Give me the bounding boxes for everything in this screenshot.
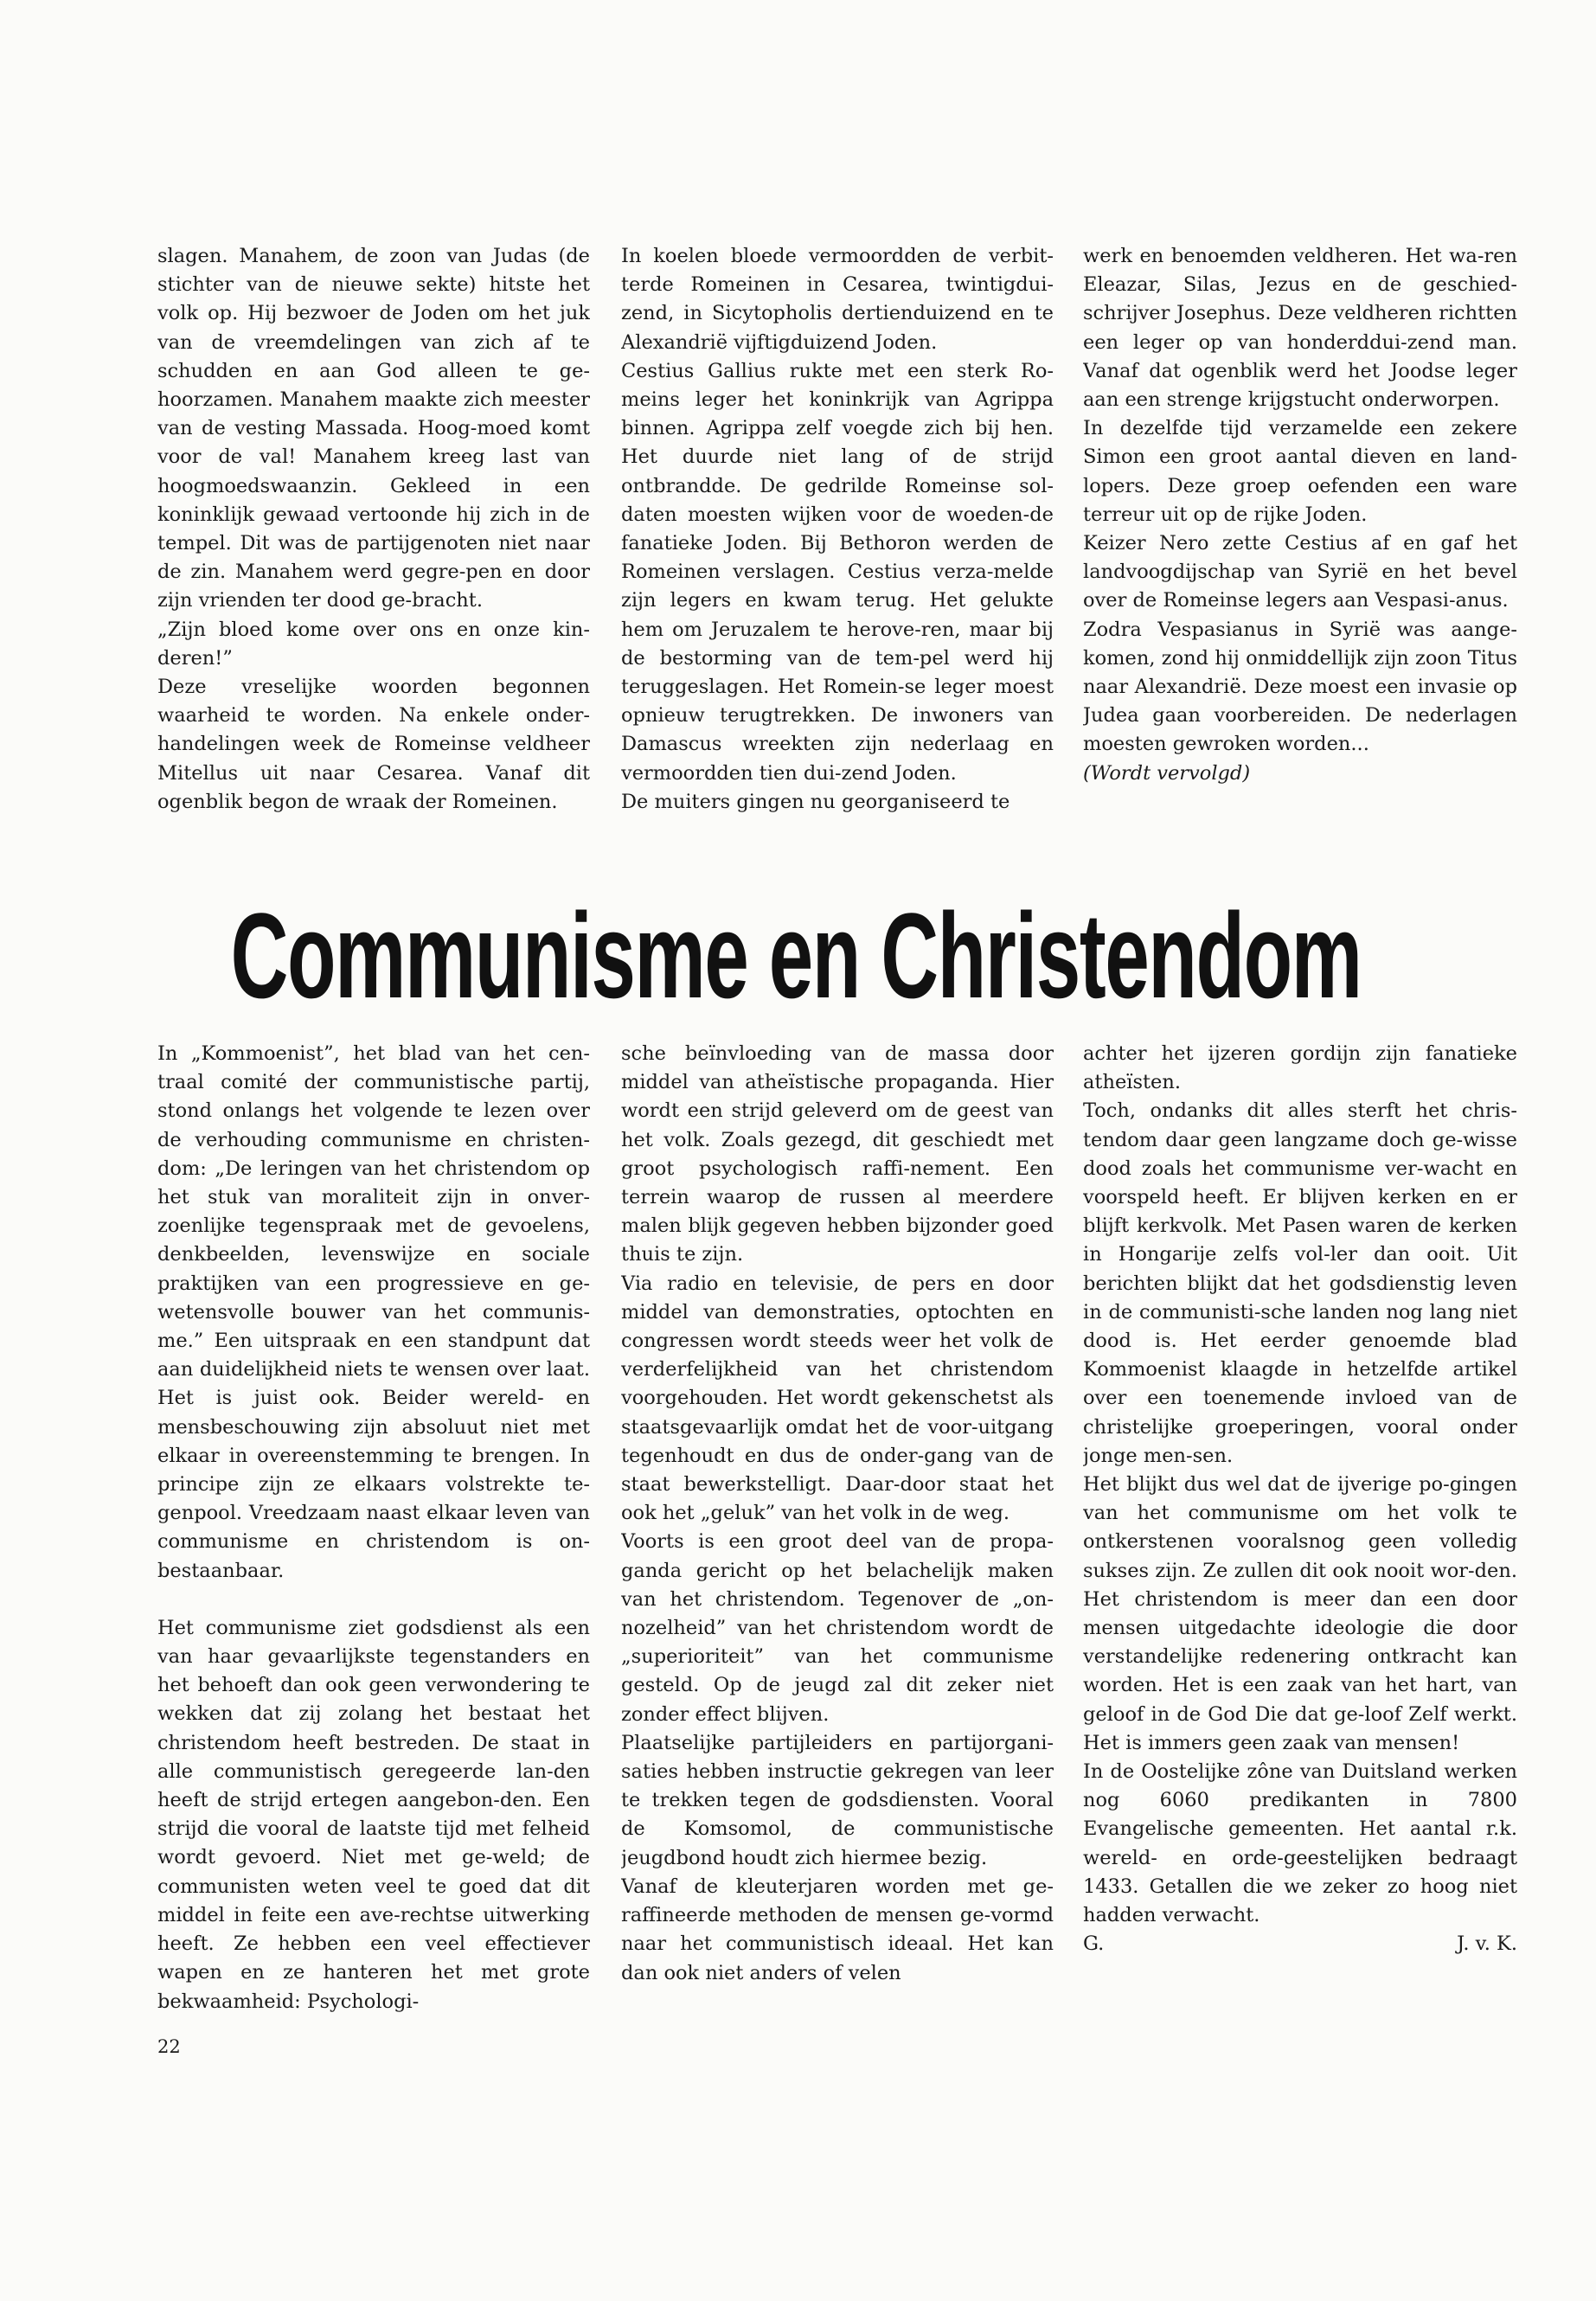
headline-container <box>156 888 1436 1023</box>
continued-article-column-2 <box>621 242 1054 865</box>
continued-text-1: slagen. Manahem, de zoon van Judas (de stichter van de nieuwe sekte) hitste het volk op. Hij bezwoer de Joden om het juk van de vreemdelingen van zich af te schudden en aan God alleen te ge-hoorzamen. Manahem maakte zich meester van de vesting Massada. Hoog-moed komt voor de val! Manahem kreeg last van hoogmoedswaanzin. Gekleed in een koninklijk gewaad vertoonde hij zich in de tempel. Dit was de partijgenoten niet naar de zin. Manahem werd gegre-pen en door zijn vrienden ter dood ge-bracht. „Zijn bloed kome over ons en onze kin-deren!” Deze vreselijke woorden begonnen waarheid te worden. Na enkele onder-handelingen week de Romeinse veldheer Mitellus uit naar Cesarea. Vanaf dit ogenblik begon de wraak der Romeinen. <box>157 245 590 813</box>
article-text-3: achter het ijzeren gordijn zijn fanatieke atheïsten. Toch, ondanks dit alles sterft het chris-tendom daar geen langzame doch ge-wisse dood zoals het communisme ver-wacht en voorspeld heeft. Er blijven kerken en er blijft kerkvolk. Met Pasen waren de kerken in Hongarije zelfs vol-ler dan ooit. Uit berichten blijkt dat het godsdienstig leven in de communisti-sche landen nog lang niet dood is. Het eerder genoemde blad Kommoenist klaagde in hetzelfde artikel over een toenemende invloed van de christelijke groeperingen, vooral onder jonge men-sen. Het blijkt dus wel dat de ijverige po-gingen van het communisme om het volk te ontkerstenen vooralsnog geen volledig sukses zijn. Ze zullen dit ook nooit wor-den. Het christendom is meer dan een door mensen uitgedachte ideologie die door verstandelijke redenering ontkracht kan worden. Het is een zaak van het hart, van geloof in de God Die dat ge-loof Zelf werkt. Het is immers geen zaak van mensen! In de Oostelijke zône van Duitsland werken nog 6060 predikanten in 7800 Evangelische gemeenten. Het aantal r.k. wereld- en orde-geestelijken bedraagt 1433. Getallen die we zeker zo hoog niet hadden verwacht. <box>1083 1042 1517 1927</box>
article-text-2: sche beïnvloeding van de massa door middel van atheïstische propaganda. Hier wordt een strijd geleverd om de geest van het volk. Zoals gezegd, dit geschiedt met groot psychologisch raffi-nement. Een terrein waarop de russen al meerdere malen blijk gegeven hebben bijzonder goed thuis te zijn. Via radio en televisie, de pers en door middel van demonstraties, optochten en congressen wordt steeds weer het volk de verderfelijkheid van het christendom voorgehouden. Het wordt gekenschetst als staatsgevaarlijk omdat het de voor-uitgang tegenhoudt en dus de onder-gang van de staat bewerkstelligt. Daar-door staat het ook het „geluk” van het volk in de weg. Voorts is een groot deel van de propa-ganda gericht op het belachelijk maken van het christendom. Tegenover de „on-nozelheid” van het christendom wordt de „superioriteit” van het communisme gesteld. Op de jeugd zal dit zeker niet zonder effect blijven. Plaatselijke partijleiders en partijorgani-saties hebben instructie gekregen van leer te trekken tegen de godsdiensten. Vooral de Komsomol, de communistische jeugdbond houdt zich hiermee bezig. Vanaf de kleuterjaren worden met ge-raffineerde methoden de mensen ge-vormd naar het communistisch ideaal. Het kan dan ook niet anders of velen <box>621 1042 1054 1984</box>
article-column-3 <box>1083 1040 1517 2017</box>
signature-right: J. v. K. <box>1457 1932 1517 1956</box>
continued-article-column-1 <box>157 242 590 865</box>
article-column-1 <box>157 1040 590 2017</box>
page-number: 22 <box>157 2036 181 2057</box>
article-paragraph-2: Het communisme ziet godsdienst als een van haar gevaarlijkste tegenstanders en het behoeft dan ook geen verwondering te wekken dat zij zolang het bestaat het christendom heeft bestreden. De staat in alle communistisch geregeerde lan-den heeft de strijd ertegen aangebon-den. Een strijd die vooral de laatste tijd met felheid wordt gevoerd. Niet met ge-weld; de communisten weten veel te goed dat dit middel in feite een ave-rechtse uitwerking heeft. Ze hebben een veel effectiever wapen en ze hanteren het met grote bekwaamheid: Psychologi- <box>157 1616 590 2013</box>
signature-line <box>1083 1930 1517 1958</box>
signature-left: G. <box>1083 1932 1105 1956</box>
continued-article-column-3 <box>1083 242 1517 882</box>
continued-text-3: werk en benoemden veldheren. Het wa-ren Eleazar, Silas, Jezus en de geschied-schrijver Josephus. Deze veldheren richtten een leger op van honderddui-zend man. Vanaf dat ogenblik werd het Joodse leger aan een strenge krijgstucht onderworpen. In dezelfde tijd verzamelde een zekere Simon een groot aantal dieven en land-lopers. Deze groep oefenden een ware terreur uit op de rijke Joden. Keizer Nero zette Cestius af en gaf het landvoogdijschap van Syrië en het bevel over de Romeinse legers aan Vespasi-anus. Zodra Vespasianus in Syrië was aange-komen, zond hij onmiddellijk zijn zoon Titus naar Alexandrië. Deze moest een invasie op Judea gaan voorbereiden. De nederlagen moesten gewroken worden... <box>1083 245 1517 756</box>
continued-text-2: In koelen bloede vermoordden de verbit-terde Romeinen in Cesarea, twintigdui-zend, in Sicytopholis dertienduizend en te Alexandrië vijftigduizend Joden. Cestius Gallius rukte met een sterk Ro-meins leger het koninkrijk van Agrippa binnen. Agrippa zelf voegde zich bij hen. Het duurde niet lang of de strijd ontbrandde. De gedrilde Romeinse sol-daten moesten wijken voor de woeden-de fanatieke Joden. Bij Bethoron werden de Romeinen verslagen. Cestius verza-melde zijn legers en kwam terug. Het gelukte hem om Jeruzalem te herove-ren, maar bij de bestorming van de tem-pel werd hij teruggeslagen. Het Romein-se leger moest opnieuw terugtrekken. De inwoners van Damascus wreekten zijn nederlaag en vermoordden tien dui-zend Joden. De muiters gingen nu georganiseerd te <box>621 245 1054 813</box>
article-paragraph-1: In „Kommoenist”, het blad van het cen-traal comité der communistische partij, stond onlangs het volgende te lezen over de verhouding communisme en christen-dom: „De leringen van het christendom op het stuk van moraliteit zijn in onver-zoenlijke tegenspraak met de gevoelens, denkbeelden, levenswijze en sociale praktijken van een progressieve en ge-wetensvolle bouwer van het communis-me.” Een uitspraak en een standpunt dat aan duidelijkheid niets te wensen over laat. Het is juist ook. Beider wereld- en mensbeschouwing zijn absoluut niet met elkaar in overeenstemming te brengen. In principe zijn ze elkaars volstrekte te-genpool. Vreedzaam naast elkaar leven van communisme en christendom is on-bestaanbaar. <box>157 1042 590 1582</box>
article-headline: Communisme en Christendom <box>230 888 1362 1023</box>
article-column-2 <box>621 1040 1054 2017</box>
to-be-continued-note: (Wordt vervolgd) <box>1083 761 1251 785</box>
